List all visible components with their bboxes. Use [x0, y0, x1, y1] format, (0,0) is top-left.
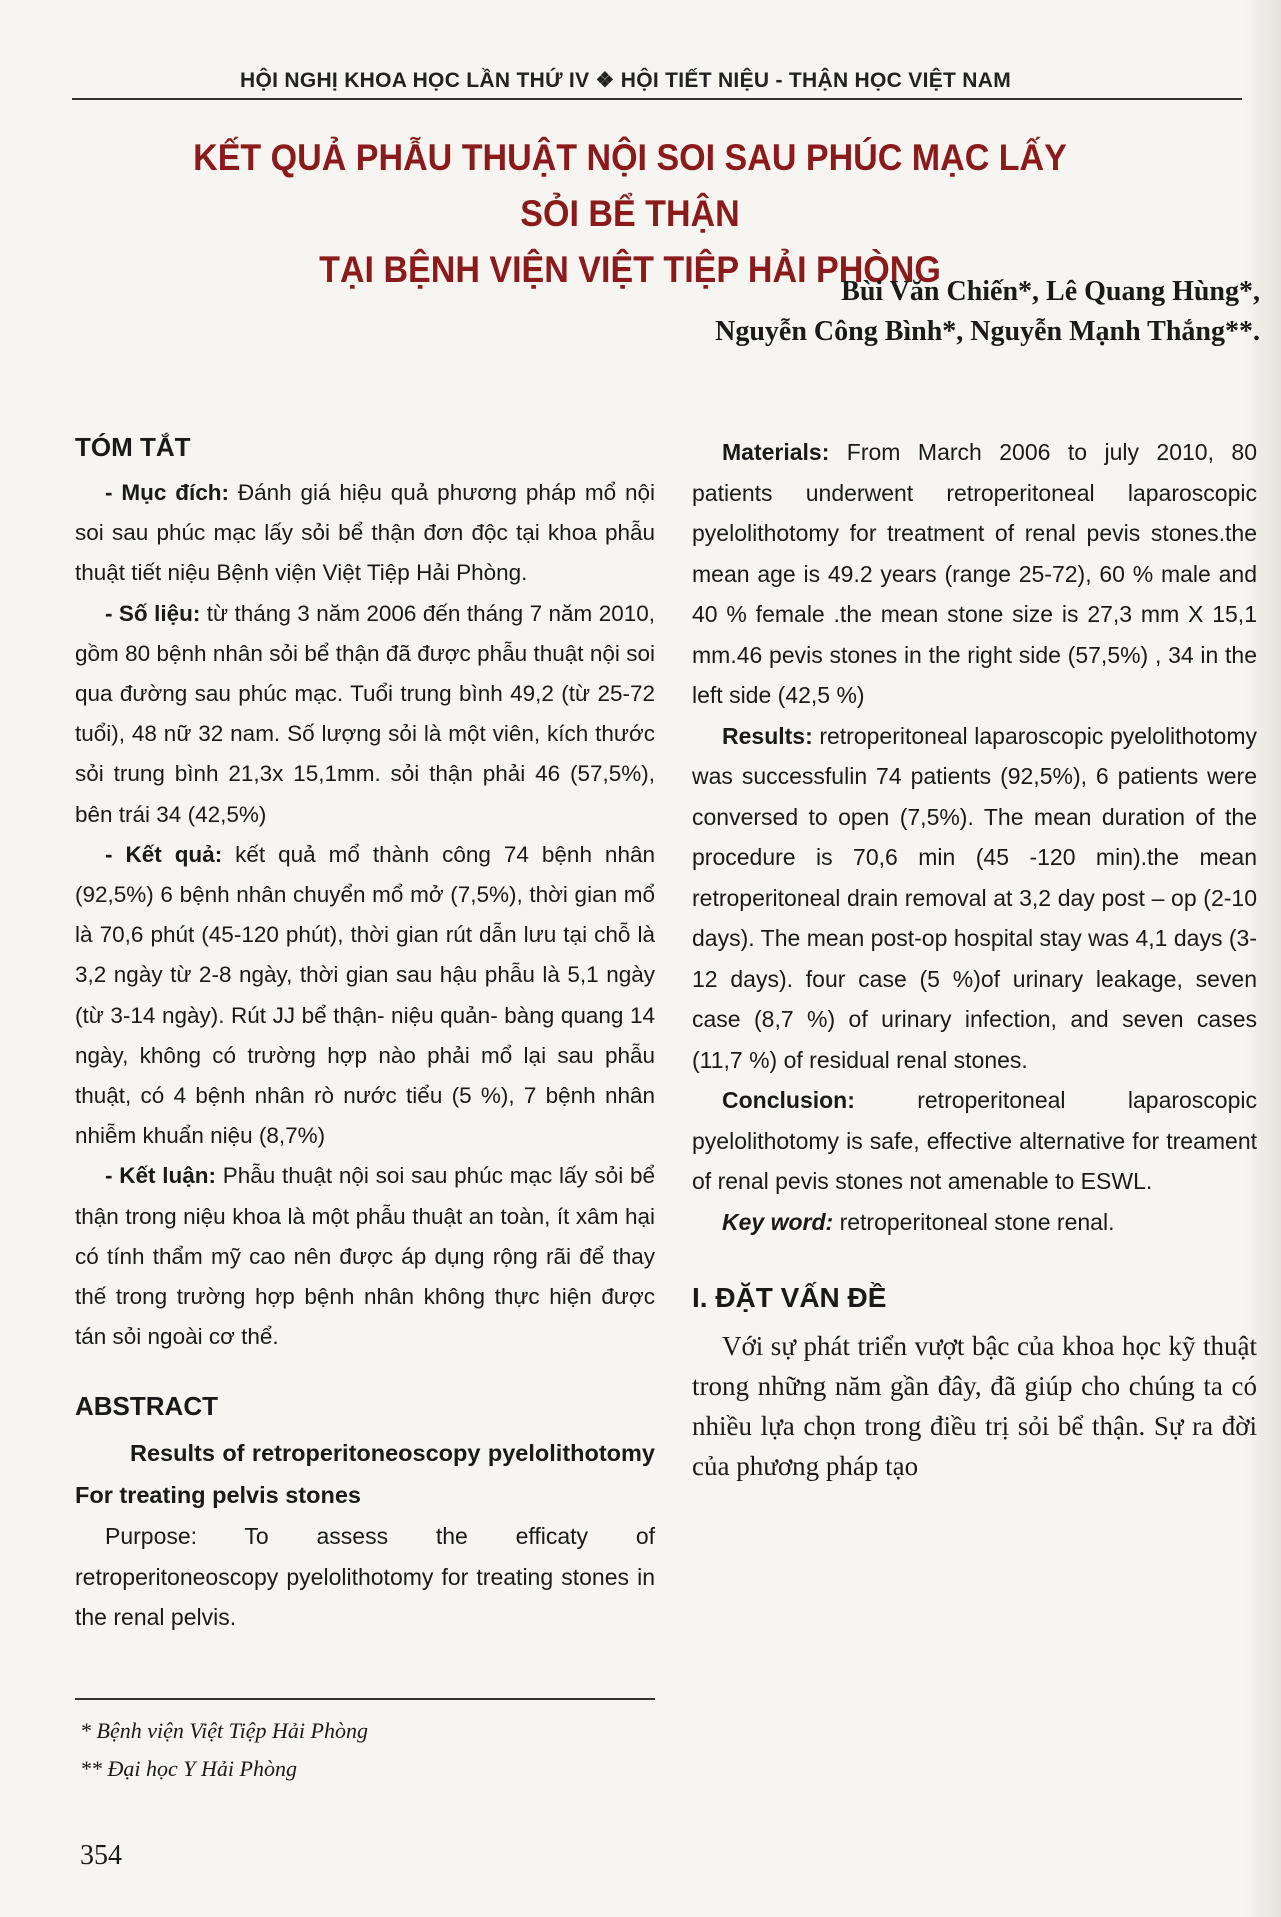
authors	[560, 272, 1260, 352]
abstract-title: Results of retroperitoneoscopy pyelolithotomy For treating pelvis stones	[75, 1440, 655, 1509]
muc-dich-text: Đánh giá hiệu quả phương pháp mổ nội soi sau phúc mạc lấy sỏi bể thận đơn độc tại khoa phẫu thuật tiết niệu Bệnh viện Việt Tiệp Hải Phòng.	[75, 480, 655, 586]
conclusion-text: retroperitoneal laparoscopic pyelolithotomy is safe, effective alternative for treament of renal pevis stones not amenable to ESWL.	[692, 1087, 1257, 1194]
keyword-text: retroperitoneal stone renal.	[833, 1208, 1115, 1235]
right-column	[692, 432, 1257, 1486]
title-line-1: KẾT QUẢ PHẪU THUẬT NỘI SOI SAU PHÚC MẠC LẤY SỎI BỂ THẬN	[193, 137, 1067, 234]
page-number: 354	[80, 1840, 122, 1871]
keyword-paragraph	[692, 1202, 1257, 1243]
footnote-2: ** Đại học Y Hải Phòng	[80, 1756, 297, 1781]
ket-qua-paragraph	[75, 835, 655, 1157]
ket-qua-text: kết quả mổ thành công 74 bệnh nhân (92,5%) 6 bệnh nhân chuyển mổ mở (7,5%), thời gian mổ là 70,6 phút (45-120 phút), thời gian rút dẫn lưu tại chỗ là 3,2 ngày từ 2-8 ngày, thời gian sau hậu phẫu là 5,1 ngày (từ 3-14 ngày). Rút JJ bể thận- niệu quản- bàng quang 14 ngày, không có trường hợp nào phải mổ lại sau phẫu thuật, có 4 bệnh nhân rò nước tiểu (5 %), 7 bệnh nhân nhiễm khuẩn niệu (8,7%)	[75, 841, 655, 1149]
materials-paragraph	[692, 432, 1257, 716]
purpose-text: To assess the efficaty of retroperitoneoscopy pyelolithotomy for treating stones in the renal pelvis.	[75, 1523, 655, 1631]
results-paragraph	[692, 716, 1257, 1081]
purpose-label: Purpose:	[105, 1523, 198, 1550]
footnotes	[80, 1712, 660, 1788]
left-column	[75, 432, 655, 1638]
conclusion-paragraph	[692, 1080, 1257, 1202]
section-1-heading: I. ĐẶT VẤN ĐỀ	[692, 1282, 887, 1313]
results-text: retroperitoneal laparoscopic pyelolithotomy was successfulin 74 patients (92,5%), 6 patients were conversed to open (7,5%). The mean duration of the procedure is 70,6 min (45 -120 min).the mean retroperitoneal drain removal at 3,2 day post – op (2-10 days). The mean post-op hospital stay was 4,1 days (3-12 days). four case (5 %)of urinary leakage, seven case (8,7 %) of urinary infection, and seven cases (11,7 %) of residual renal stones.	[692, 722, 1257, 1073]
ket-luan-text: Phẫu thuật nội soi sau phúc mạc lấy sỏi bể thận trong niệu khoa là một phẫu thuật an toàn, ít xâm hại có tính thẩm mỹ cao nên được áp dụng rộng rãi để thay thế trong trường hợp bệnh nhân không thực hiện được tán sỏi ngoài cơ thể.	[75, 1163, 656, 1350]
ket-luan-paragraph	[75, 1156, 655, 1357]
keyword-label: Key word:	[722, 1208, 834, 1235]
conclusion-label: Conclusion:	[722, 1087, 855, 1113]
header-rule	[72, 98, 1242, 100]
abstract-heading: ABSTRACT	[75, 1391, 218, 1422]
authors-line-1: Bùi Văn Chiến*, Lê Quang Hùng*,	[841, 276, 1260, 307]
footnote-rule	[75, 1698, 655, 1700]
muc-dich-paragraph	[75, 473, 655, 594]
ket-qua-label: - Kết quả:	[105, 841, 223, 867]
ket-luan-label: - Kết luận:	[105, 1163, 216, 1189]
results-label: Results:	[722, 722, 813, 749]
materials-label: Materials:	[722, 439, 830, 465]
so-lieu-label: - Số liệu:	[105, 600, 201, 626]
section-1-text: Với sự phát triển vượt bậc của khoa học kỹ thuật trong những năm gần đây, đã giúp cho chúng ta có nhiều lựa chọn trong điều trị sỏi bể thận. Sự ra đời của phương pháp tạo	[692, 1331, 1257, 1481]
authors-line-2: Nguyễn Công Bình*, Nguyễn Mạnh Thắng**.	[715, 316, 1260, 347]
footnote-1: * Bệnh viện Việt Tiệp Hải Phòng	[80, 1718, 368, 1743]
muc-dich-label: - Mục đích:	[105, 480, 229, 505]
materials-text: From March 2006 to july 2010, 80 patients underwent retroperitoneal laparoscopic pyelolithotomy for treatment of renal pevis stones.the mean age is 49.2 years (range 25-72), 60 % male and 40 % female .the mean stone size is 27,3 mm X 15,1 mm.46 pevis stones in the right side (57,5%) , 34 in the left side (42,5 %)	[692, 439, 1257, 708]
title-line-2: TẠI BỆNH VIỆN VIỆT TIỆP HẢI PHÒNG	[319, 249, 941, 290]
running-header: HỘI NGHỊ KHOA HỌC LẦN THỨ IV ❖ HỘI TIẾT NIỆU - THẬN HỌC VIỆT NAM	[240, 69, 1011, 92]
purpose-paragraph	[75, 1516, 655, 1638]
tom-tat-heading: TÓM TẮT	[75, 432, 191, 462]
so-lieu-paragraph	[75, 594, 655, 835]
so-lieu-text: từ tháng 3 năm 2006 đến tháng 7 năm 2010, gồm 80 bệnh nhân sỏi bể thận đã được phẫu thuật nội soi qua đường sau phúc mạc. Tuổi trung bình 49,2 (từ 25-72 tuổi), 48 nữ 32 nam. Số lượng sỏi là một viên, kích thước sỏi trung bình 21,3x 15,1mm. sỏi thận phải 46 (57,5%), bên trái 34 (42,5%)	[75, 600, 656, 827]
